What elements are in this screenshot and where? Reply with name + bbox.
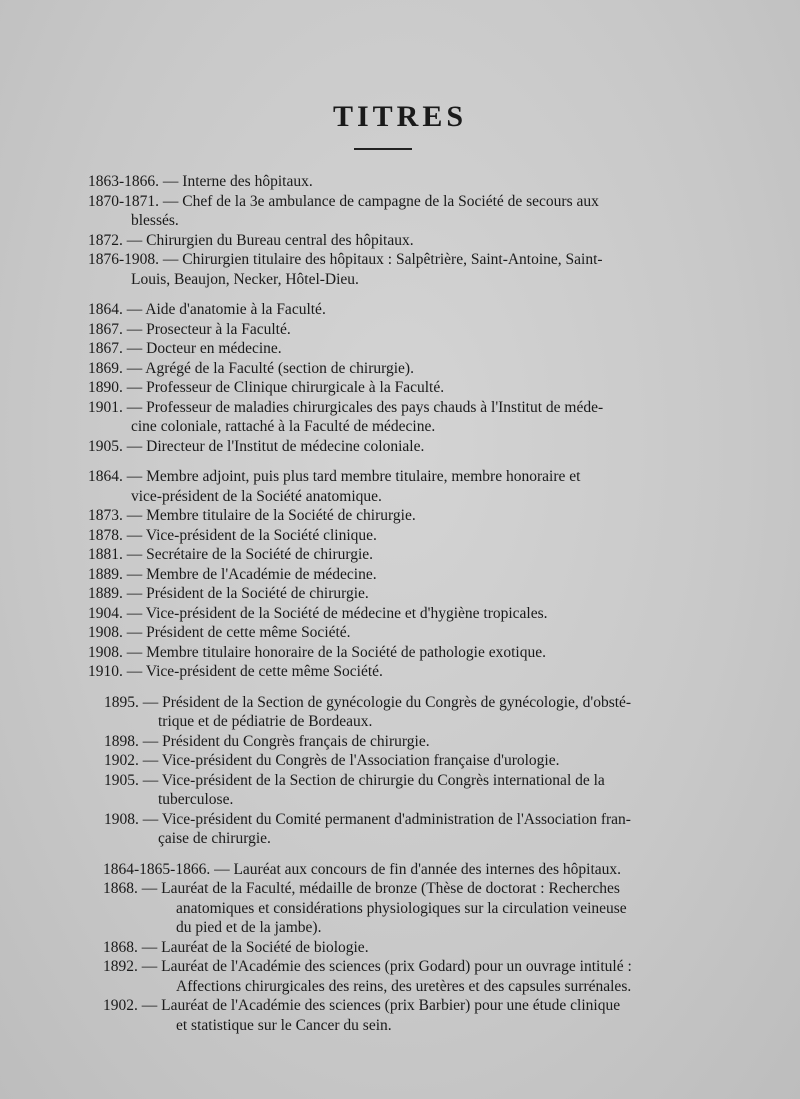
title-entry xyxy=(0,545,800,565)
entry-line: 1864-1865-1866. — Lauréat aux concours de fin d'année des internes des hôpitaux. xyxy=(103,860,622,878)
entry-line: 1869. — Agrégé de la Faculté (section de chirurgie). xyxy=(88,359,414,377)
entry-line: 1868. — Lauréat de la Société de biologie. xyxy=(103,938,369,956)
title-entry xyxy=(0,693,800,732)
entry-line: 1895. — Président de la Section de gynécologie du Congrès de gynécologie, d'obsté- xyxy=(104,693,632,711)
titles-group xyxy=(0,300,800,456)
entry-line: et statistique sur le Cancer du sein. xyxy=(176,1016,392,1034)
title-entry xyxy=(0,810,800,849)
title-entry xyxy=(0,957,800,996)
title-entry xyxy=(0,378,800,398)
entry-line: 1904. — Vice-président de la Société de médecine et d'hygiène tropicales. xyxy=(88,604,548,622)
entry-line: 1889. — Membre de l'Académie de médecine. xyxy=(88,565,377,583)
title-entry xyxy=(0,771,800,810)
title-entry xyxy=(0,565,800,585)
entry-line: 1908. — Président de cette même Société. xyxy=(88,624,351,641)
entry-line: 1873. — Membre titulaire de la Société de chirurgie. xyxy=(88,507,416,524)
entry-line: vice-président de la Société anatomique. xyxy=(131,487,382,505)
title-entry xyxy=(0,320,800,340)
entry-line: 1863-1866. — Interne des hôpitaux. xyxy=(88,173,313,190)
title-entry xyxy=(0,751,800,771)
entry-line: blessés. xyxy=(131,212,179,229)
entry-line: 1905. — Vice-président de la Section de chirurgie du Congrès international de la xyxy=(104,771,605,789)
entry-line: 1881. — Secrétaire de la Société de chirurgie. xyxy=(88,546,374,563)
entry-line: 1908. — Vice-président du Comité permanent d'administration de l'Association fran- xyxy=(104,810,631,828)
page-title: TITRES xyxy=(332,100,468,133)
title-entry xyxy=(0,623,800,643)
title-entry xyxy=(0,359,800,379)
entry-line: Louis, Beaujon, Necker, Hôtel-Dieu. xyxy=(131,270,359,288)
title-entry xyxy=(0,643,800,663)
titles-list xyxy=(0,172,800,1046)
title-entry xyxy=(0,732,800,752)
title-entry xyxy=(0,584,800,604)
title-entry xyxy=(0,860,800,880)
entry-line: 1868. — Lauréat de la Faculté, médaille de bronze (Thèse de doctorat : Recherches xyxy=(103,880,620,897)
title-entry xyxy=(0,506,800,526)
title-entry xyxy=(0,192,800,231)
title-entry xyxy=(0,437,800,457)
title-entry xyxy=(0,938,800,958)
entry-line: 1902. — Lauréat de l'Académie des sciences (prix Barbier) pour une étude clinique xyxy=(103,997,621,1014)
title-entry xyxy=(0,339,800,359)
entry-line: 1902. — Vice-président du Congrès de l'Association française d'urologie. xyxy=(104,752,560,769)
entry-line: 1901. — Professeur de maladies chirurgicales des pays chauds à l'Institut de méde- xyxy=(88,398,604,416)
entry-line: tuberculose. xyxy=(158,791,234,808)
title-entry xyxy=(0,398,800,437)
entry-line: 1890. — Professeur de Clinique chirurgicale à la Faculté. xyxy=(88,379,445,396)
entry-line: 1872. — Chirurgien du Bureau central des hôpitaux. xyxy=(88,231,414,249)
titles-group xyxy=(0,693,800,849)
title-entry xyxy=(0,662,800,682)
title-entry xyxy=(0,231,800,251)
entry-line: 1864. — Aide d'anatomie à la Faculté. xyxy=(88,301,326,318)
title-entry xyxy=(0,526,800,546)
title-entry xyxy=(0,879,800,938)
titles-group xyxy=(0,467,800,682)
title-entry xyxy=(0,250,800,289)
titles-group xyxy=(0,172,800,289)
entry-line: anatomiques et considérations physiologiques sur la circulation veineuse xyxy=(176,899,627,917)
title-entry xyxy=(0,172,800,192)
entry-line: çaise de chirurgie. xyxy=(158,830,271,847)
entry-line: 1905. — Directeur de l'Institut de médecine coloniale. xyxy=(88,437,425,455)
entry-line: 1878. — Vice-président de la Société clinique. xyxy=(88,526,377,544)
entry-line: cine coloniale, rattaché à la Faculté de médecine. xyxy=(131,418,436,435)
entry-line: 1898. — Président du Congrès français de chirurgie. xyxy=(104,732,430,750)
entry-line: 1892. — Lauréat de l'Académie des sciences (prix Godard) pour un ouvrage intitulé : xyxy=(103,958,632,975)
title-entry xyxy=(0,604,800,624)
entry-line: 1876-1908. — Chirurgien titulaire des hôpitaux : Salpêtrière, Saint-Antoine, Saint- xyxy=(88,251,603,268)
title-rule xyxy=(354,148,412,150)
entry-line: 1867. — Prosecteur à la Faculté. xyxy=(88,320,291,338)
entry-line: 1910. — Vice-président de cette même Société. xyxy=(88,663,383,680)
titles-group xyxy=(0,860,800,1036)
title-entry xyxy=(0,300,800,320)
entry-line: 1908. — Membre titulaire honoraire de la Société de pathologie exotique. xyxy=(88,643,546,661)
entry-line: Affections chirurgicales des reins, des uretères et des capsules surrénales. xyxy=(176,977,632,995)
entry-line: 1864. — Membre adjoint, puis plus tard membre titulaire, membre honoraire et xyxy=(88,468,581,485)
entry-line: trique et de pédiatrie de Bordeaux. xyxy=(158,713,373,730)
entry-line: 1870-1871. — Chef de la 3e ambulance de campagne de la Société de secours aux xyxy=(88,192,599,210)
entry-line: 1889. — Président de la Société de chirurgie. xyxy=(88,585,369,602)
entry-line: du pied et de la jambe). xyxy=(176,919,322,936)
entry-line: 1867. — Docteur en médecine. xyxy=(88,340,282,357)
title-entry xyxy=(0,467,800,506)
title-entry xyxy=(0,996,800,1035)
